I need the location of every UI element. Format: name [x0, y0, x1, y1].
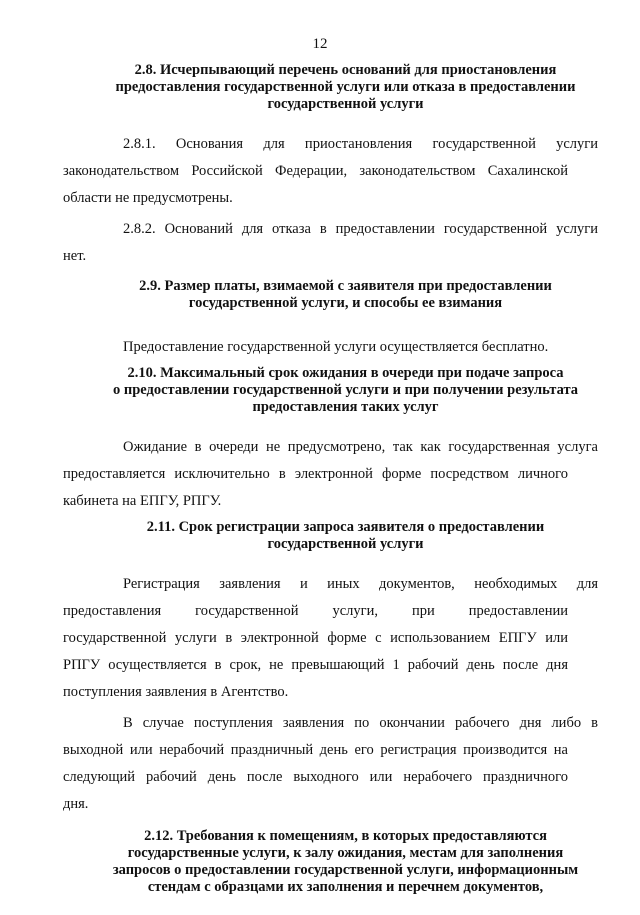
heading-line: 2.10. Максимальный срок ожидания в очереди при подаче запроса: [127, 365, 564, 381]
text-line: нет.: [63, 248, 87, 264]
paragraph-2-9: [93, 334, 598, 361]
heading-line: предоставления государственной услуги или отказа в предоставлении: [115, 79, 576, 95]
text-line: РПГУ осуществляется в срок, не превышающий 1 рабочий день после дня: [63, 657, 568, 673]
text-line: Предоставление государственной услуги осуществляется бесплатно.: [123, 339, 549, 355]
section-heading: [93, 62, 598, 113]
text-line: кабинета на ЕПГУ, РПГУ.: [63, 493, 222, 509]
section-2-10: [63, 365, 598, 515]
page-number: 12: [312, 36, 328, 52]
text-line: дня.: [63, 796, 89, 812]
text-line: Ожидание в очереди не предусмотрено, так как государственная услуга: [123, 439, 598, 455]
text-line: 2.8.2. Оснований для отказа в предоставлении государственной услуги: [123, 221, 598, 237]
section-2-8: [63, 62, 598, 270]
text-line: выходной или нерабочий праздничный день его регистрация производится на: [63, 742, 568, 758]
heading-line: государственные услуги, к залу ожидания, местам для заполнения: [127, 845, 564, 861]
paragraph-2-8-1: [63, 131, 598, 212]
heading-line: запросов о предоставлении государственной услуги, информационным: [112, 862, 579, 878]
section-2-12: [93, 828, 598, 896]
section-heading: [93, 828, 598, 896]
paragraph-2-11-a: [63, 571, 598, 706]
text-line: поступления заявления в Агентство.: [63, 684, 289, 700]
heading-line: 2.9. Размер платы, взимаемой с заявителя при предоставлении: [139, 278, 552, 294]
section-2-9: [93, 278, 598, 361]
heading-line: государственной услуги, и способы ее взимания: [188, 295, 503, 311]
paragraph-2-10: [63, 434, 598, 515]
heading-line: государственной услуги: [267, 96, 424, 112]
text-line: В случае поступления заявления по окончании рабочего дня либо в: [123, 715, 598, 731]
paragraph-2-11-b: [63, 710, 598, 818]
section-heading: [93, 519, 598, 553]
heading-line: стендам с образцами их заполнения и перечнем документов,: [147, 879, 544, 895]
heading-line: 2.11. Срок регистрации запроса заявителя о предоставлении: [146, 519, 545, 535]
document-body: [63, 62, 598, 896]
heading-line: предоставления таких услуг: [252, 399, 439, 415]
text-line: следующий рабочий день после выходного или нерабочего праздничного: [63, 769, 568, 785]
text-line: предоставляется исключительно в электронной форме посредством личного: [63, 466, 568, 482]
text-line: государственной услуги в электронной форме с использованием ЕПГУ или: [63, 630, 568, 646]
heading-line: 2.8. Исчерпывающий перечень оснований для приостановления: [134, 62, 557, 78]
text-line: Регистрация заявления и иных документов, необходимых для: [123, 576, 598, 592]
text-line: 2.8.1. Основания для приостановления государственной услуги: [123, 136, 598, 152]
text-line: законодательством Российской Федерации, законодательством Сахалинской: [63, 163, 568, 179]
heading-line: государственной услуги: [267, 536, 424, 552]
heading-line: 2.12. Требования к помещениям, в которых предоставляются: [144, 828, 547, 844]
text-line: предоставления государственной услуги, при предоставлении: [63, 603, 568, 619]
section-2-11: [63, 519, 598, 818]
section-heading: [93, 278, 598, 312]
text-line: области не предусмотрены.: [63, 190, 233, 206]
paragraph-2-8-2: [63, 216, 598, 270]
heading-line: о предоставлении государственной услуги и при получении результата: [112, 382, 579, 398]
section-heading: [93, 365, 598, 416]
